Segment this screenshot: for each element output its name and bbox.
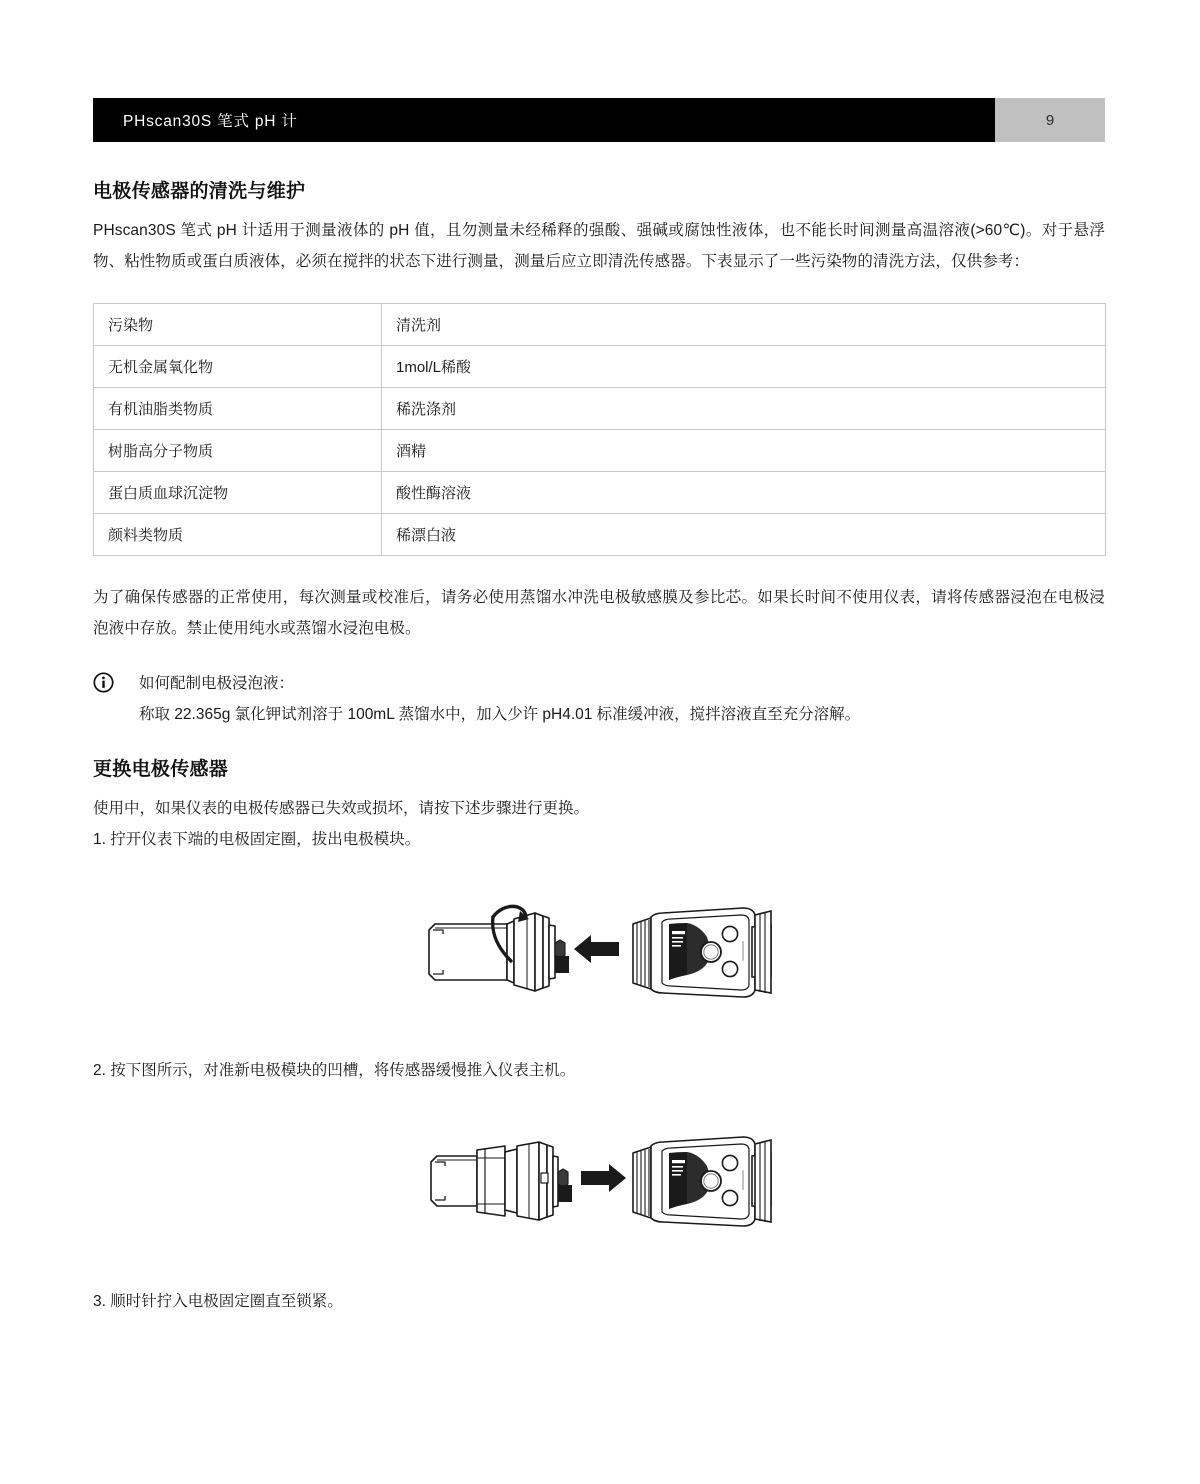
table-header-row (94, 304, 1106, 346)
table-cell-cleaner: 稀漂白液 (382, 514, 1106, 556)
replace-step-1: 1. 拧开仪表下端的电极固定圈，拔出电极模块。 (93, 831, 421, 848)
table-row (94, 430, 1106, 472)
header-title-bar (93, 98, 995, 142)
header-title: PHscan30S 笔式 pH 计 (123, 113, 298, 130)
page-content (93, 176, 1105, 1317)
section-heading-replace: 更换电极传感器 (93, 759, 229, 780)
table-cell-contaminant: 树脂高分子物质 (94, 430, 382, 472)
page-number: 9 (1045, 111, 1055, 129)
note-instruction: 称取 22.365g 氯化钾试剂溶于 100mL 蒸馏水中，加入少许 pH4.01 标准缓冲液，搅拌溶液直至充分溶解。 (139, 706, 861, 723)
table-cell-contaminant: 蛋白质血球沉淀物 (94, 472, 382, 514)
replace-intro: 使用中，如果仪表的电极传感器已失效或损坏，请按下述步骤进行更换。 (93, 800, 590, 817)
page-number-block (995, 98, 1105, 142)
electrode-insertion-diagram (93, 1118, 1105, 1230)
cleaning-agents-table (93, 303, 1106, 556)
note-question: 如何配制电极浸泡液： (139, 675, 295, 692)
maintenance-paragraph: PHscan30S 笔式 pH 计适用于测量液体的 pH 值，且勿测量未经稀释的强酸、强碱或腐蚀性液体，也不能长时间测量高温溶液(>60℃)。对于悬浮物、粘性物质或蛋白质液体，必须在搅拌的状态下进行测量，测量后应立即清洗传感器。下表显示了一些污染物的清洗方法，仅供参考： (93, 222, 1105, 270)
rinse-paragraph: 为了确保传感器的正常使用，每次测量或校准后，请务必使用蒸馏水冲洗电极敏感膜及参比芯。如果长时间不使用仪表，请将传感器浸泡在电极浸泡液中存放。禁止使用纯水或蒸馏水浸泡电极。 (93, 589, 1105, 637)
electrode-removal-diagram (93, 889, 1105, 1001)
table-row (94, 388, 1106, 430)
table-cell-cleaner: 酒精 (382, 430, 1106, 472)
table-row (94, 514, 1106, 556)
table-cell-contaminant: 有机油脂类物质 (94, 388, 382, 430)
replace-step-2: 2. 按下图所示，对准新电极模块的凹槽，将传感器缓慢推入仪表主机。 (93, 1062, 576, 1079)
table-row (94, 346, 1106, 388)
page-header (93, 98, 1105, 142)
table-cell-cleaner: 1mol/L稀酸 (382, 346, 1106, 388)
replace-step-3: 3. 顺时针拧入电极固定圈直至锁紧。 (93, 1293, 343, 1310)
info-circle-icon (93, 668, 139, 693)
note-block (93, 668, 1105, 730)
table-cell-cleaner: 稀洗涤剂 (382, 388, 1106, 430)
table-cell-cleaner: 酸性酶溶液 (382, 472, 1106, 514)
table-cell-contaminant: 颜料类物质 (94, 514, 382, 556)
table-header-cell-contaminant: 污染物 (94, 304, 382, 346)
table-header-cell-cleaner: 清洗剂 (382, 304, 1106, 346)
table-cell-contaminant: 无机金属氧化物 (94, 346, 382, 388)
table-row (94, 472, 1106, 514)
section-heading-maintenance: 电极传感器的清洗与维护 (93, 181, 306, 202)
